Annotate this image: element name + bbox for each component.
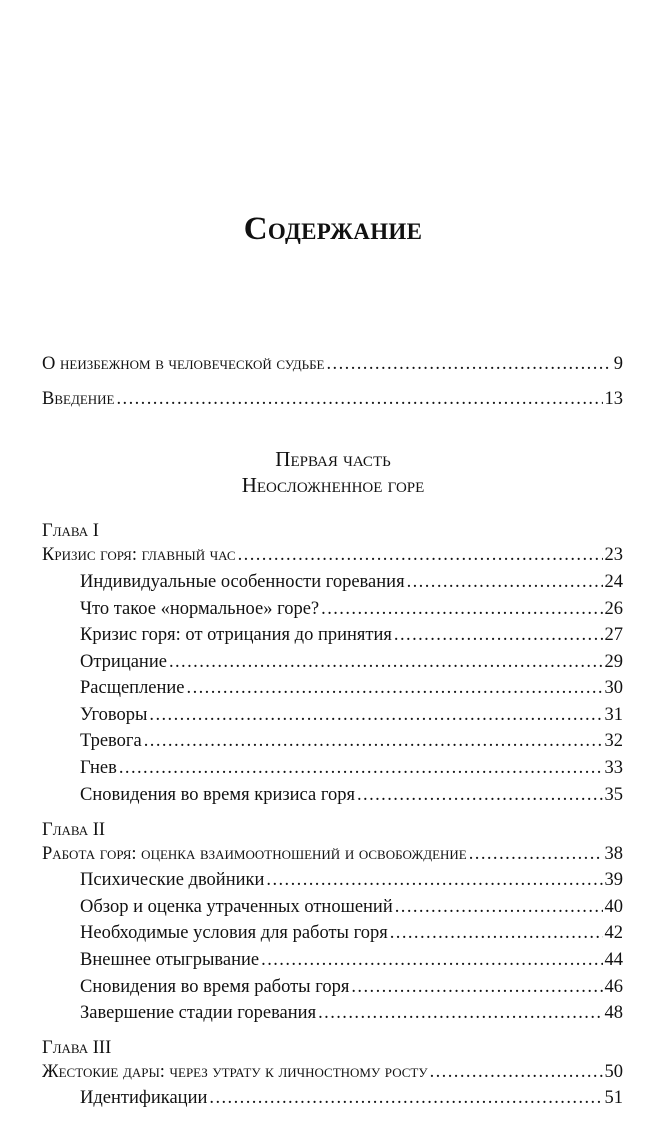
dot-leader — [395, 895, 603, 919]
toc-entry-title: Идентификации — [80, 1088, 208, 1108]
toc-entry-title: Сновидения во время работы горя — [80, 977, 350, 997]
toc-entry-section[interactable] — [80, 783, 623, 807]
dot-leader — [266, 868, 602, 892]
dot-leader — [144, 729, 603, 753]
toc-page-number: 42 — [604, 923, 623, 943]
toc-page-number: 32 — [604, 731, 623, 751]
toc-entry-section[interactable] — [80, 921, 623, 945]
chapter-label: Глава I — [42, 521, 99, 541]
dot-leader — [351, 975, 602, 999]
chapter-label: Глава III — [42, 1038, 112, 1058]
toc-page-number: 39 — [604, 870, 623, 890]
toc-entry-title: Кризис горя: от отрицания до принятия — [80, 625, 392, 645]
toc-page-number: 51 — [604, 1088, 623, 1108]
toc-entry-title: Уговоры — [80, 705, 148, 725]
toc-page-number: 23 — [604, 545, 623, 565]
toc-page-number: 27 — [604, 625, 623, 645]
toc-page-number: 50 — [604, 1062, 623, 1082]
dot-leader — [390, 921, 603, 945]
dot-leader — [318, 1001, 602, 1025]
toc-entry-section[interactable] — [80, 729, 623, 753]
dot-leader — [394, 623, 603, 647]
dot-leader — [149, 703, 602, 727]
toc-entry-title: Работа горя: оценка взаимоотношений и освобождение — [42, 844, 467, 864]
toc-entry-section[interactable] — [80, 868, 623, 892]
toc-entry-section[interactable] — [80, 703, 623, 727]
toc-entry-section[interactable] — [80, 570, 623, 594]
dot-leader — [169, 650, 603, 674]
toc-page-number: 48 — [604, 1003, 623, 1023]
dot-leader — [209, 1086, 602, 1110]
toc-entry-section[interactable] — [80, 676, 623, 700]
page-title: Содержание — [243, 211, 423, 247]
toc-entry-title: О неизбежном в человеческой судьбе — [42, 354, 325, 374]
dot-leader — [430, 1060, 603, 1084]
toc-page-number: 13 — [604, 389, 623, 409]
toc-page-number: 29 — [604, 652, 623, 672]
toc-entry-section[interactable] — [80, 623, 623, 647]
dot-leader — [119, 756, 603, 780]
toc-entry-section[interactable] — [80, 895, 623, 919]
toc-page-number: 24 — [604, 572, 623, 592]
toc-entry-chapter[interactable] — [42, 1060, 623, 1084]
toc-page-number: 40 — [604, 897, 623, 917]
dot-leader — [116, 387, 602, 411]
part-label: Первая часть — [275, 447, 391, 471]
toc-page-number: 9 — [613, 354, 623, 374]
dot-leader — [357, 783, 603, 807]
part-title: Неосложненное горе — [241, 473, 425, 497]
toc-entry-section[interactable] — [80, 1086, 623, 1110]
toc-entry-preface[interactable] — [42, 352, 623, 376]
toc-entry-title: Введение — [42, 389, 115, 409]
toc-page-number: 26 — [604, 599, 623, 619]
dot-leader — [321, 597, 602, 621]
toc-entry-title: Сновидения во время кризиса горя — [80, 785, 355, 805]
toc-entry-introduction[interactable] — [42, 387, 623, 411]
toc-entry-title: Расщепление — [80, 678, 185, 698]
dot-leader — [469, 842, 603, 866]
toc-entry-title: Отрицание — [80, 652, 167, 672]
toc-entry-section[interactable] — [80, 650, 623, 674]
dot-leader — [187, 676, 603, 700]
toc-entry-title: Внешнее отыгрывание — [80, 950, 260, 970]
toc-entry-section[interactable] — [80, 597, 623, 621]
toc-entry-title: Гнев — [80, 758, 117, 778]
toc-page-number: 31 — [604, 705, 623, 725]
toc-entry-title: Обзор и оценка утраченных отношений — [80, 897, 393, 917]
toc-entry-section[interactable] — [80, 756, 623, 780]
toc-page-number: 44 — [604, 950, 623, 970]
dot-leader — [407, 570, 603, 594]
toc-entry-chapter[interactable] — [42, 842, 623, 866]
toc-page-number: 38 — [604, 844, 623, 864]
toc-entry-section[interactable] — [80, 948, 623, 972]
toc-entry-title: Психические двойники — [80, 870, 265, 890]
toc-entry-title: Тревога — [80, 731, 142, 751]
toc-entry-title: Индивидуальные особенности горевания — [80, 572, 405, 592]
toc-entry-title: Кризис горя: главный час — [42, 545, 236, 565]
toc-entry-title: Завершение стадии горевания — [80, 1003, 317, 1023]
dot-leader — [327, 352, 612, 376]
toc-page-number: 30 — [604, 678, 623, 698]
toc-entry-section[interactable] — [80, 1001, 623, 1025]
dot-leader — [261, 948, 602, 972]
toc-entry-title: Что такое «нормальное» горе? — [80, 599, 320, 619]
toc-entry-title: Жестокие дары: через утрату к личностному росту — [42, 1062, 428, 1082]
toc-page-number: 33 — [604, 758, 623, 778]
dot-leader — [238, 543, 603, 567]
toc-page-number: 35 — [604, 785, 623, 805]
toc-entry-chapter[interactable] — [42, 543, 623, 567]
toc-entry-section[interactable] — [80, 975, 623, 999]
toc-page-number: 46 — [604, 977, 623, 997]
toc-entry-title: Необходимые условия для работы горя — [80, 923, 388, 943]
chapter-label: Глава II — [42, 820, 106, 840]
